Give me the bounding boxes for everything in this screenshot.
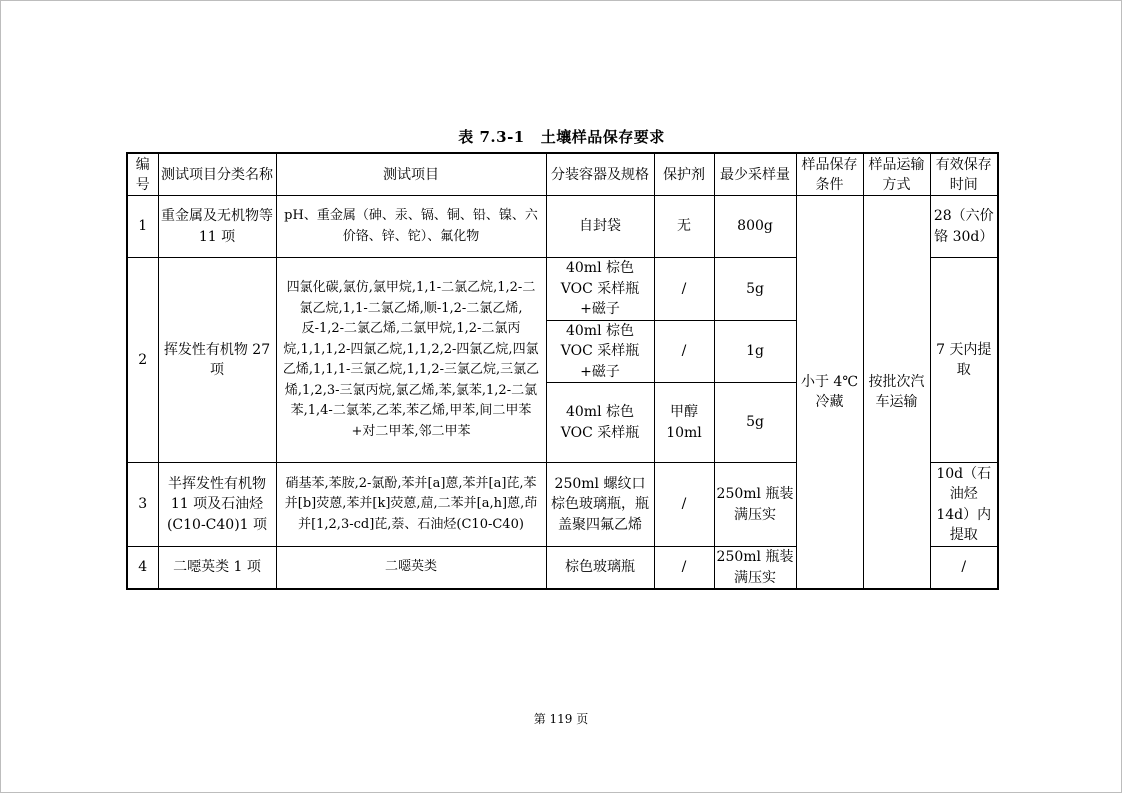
sample-preservation-table xyxy=(126,152,999,590)
row-holding-time: 28（六价铬 30d） xyxy=(930,196,998,258)
header-category: 测试项目分类名称 xyxy=(158,153,276,196)
row-min-amount: 1g xyxy=(714,320,796,383)
row-container: 40ml 棕色 VOC 采样瓶+磁子 xyxy=(546,320,654,383)
row-min-amount: 800g xyxy=(714,196,796,258)
header-condition: 样品保存条件 xyxy=(796,153,863,196)
row-container: 40ml 棕色 VOC 采样瓶 xyxy=(546,383,654,463)
row-container: 棕色玻璃瓶 xyxy=(546,547,654,590)
row-min-amount: 5g xyxy=(714,383,796,463)
row-container: 40ml 棕色 VOC 采样瓶+磁子 xyxy=(546,258,654,321)
table-row xyxy=(127,196,998,258)
row-category: 重金属及无机物等 11 项 xyxy=(158,196,276,258)
shared-transport: 按批次汽车运输 xyxy=(863,196,930,590)
row-min-amount: 5g xyxy=(714,258,796,321)
row-min-amount: 250ml 瓶装满压实 xyxy=(714,547,796,590)
header-items: 测试项目 xyxy=(276,153,546,196)
row-items: 二噁英类 xyxy=(276,547,546,590)
row-category: 二噁英类 1 项 xyxy=(158,547,276,590)
row-preservative: / xyxy=(654,258,714,321)
table-title xyxy=(126,126,997,147)
row-container: 250ml 螺纹口棕色玻璃瓶，瓶盖聚四氟乙烯 xyxy=(546,463,654,547)
row-no: 2 xyxy=(127,258,158,463)
shared-condition: 小于 4℃冷藏 xyxy=(796,196,863,590)
row-preservative: / xyxy=(654,463,714,547)
row-items: 硝基苯,苯胺,2-氯酚,苯并[a]蒽,苯并[a]芘,苯并[b]荧蒽,苯并[k]荧蒽,䓛,二苯并[a,h]蒽,茚并[1,2,3-cd]芘,萘、石油烃(C10-C40) xyxy=(276,463,546,547)
header-preservative: 保护剂 xyxy=(654,153,714,196)
header-row xyxy=(127,153,998,196)
page-number: 第 119 页 xyxy=(533,712,589,726)
table-number: 表 7.3-1 xyxy=(458,128,525,146)
row-category: 半挥发性有机物 11 项及石油烃(C10-C40)1 项 xyxy=(158,463,276,547)
row-container: 自封袋 xyxy=(546,196,654,258)
row-preservative: 甲醇 10ml xyxy=(654,383,714,463)
row-preservative: 无 xyxy=(654,196,714,258)
table-title-text: 土壤样品保存要求 xyxy=(540,128,665,146)
row-no: 4 xyxy=(127,547,158,590)
header-holding-time: 有效保存时间 xyxy=(930,153,998,196)
header-container: 分装容器及规格 xyxy=(546,153,654,196)
row-no: 1 xyxy=(127,196,158,258)
header-no: 编号 xyxy=(127,153,158,196)
row-category: 挥发性有机物 27 项 xyxy=(158,258,276,463)
row-min-amount: 250ml 瓶装满压实 xyxy=(714,463,796,547)
row-items: 四氯化碳,氯仿,氯甲烷,1,1-二氯乙烷,1,2-二氯乙烷,1,1-二氯乙烯,顺-1,2-二氯乙烯,反-1,2-二氯乙烯,二氯甲烷,1,2-二氯丙烷,1,1,1,2-四氯乙烷,1,1,2,2-四氯乙烷,四氯乙烯,1,1,1-三氯乙烷,1,1,2-三氯乙烷,三氯乙烯,1,2,3-三氯丙烷,氯乙烯,苯,氯苯,1,2-二氯苯,1,4-二氯苯,乙苯,苯乙烯,甲苯,间二甲苯+对二甲苯,邻二甲苯 xyxy=(276,258,546,463)
row-holding-time: / xyxy=(930,547,998,590)
row-holding-time: 7 天内提取 xyxy=(930,258,998,463)
row-items: pH、重金属（砷、汞、镉、铜、铅、镍、六价铬、锌、铊）、氟化物 xyxy=(276,196,546,258)
row-holding-time: 10d（石油烃 14d）内提取 xyxy=(930,463,998,547)
row-no: 3 xyxy=(127,463,158,547)
row-preservative: / xyxy=(654,320,714,383)
row-preservative: / xyxy=(654,547,714,590)
header-min-amount: 最少采样量 xyxy=(714,153,796,196)
header-transport: 样品运输方式 xyxy=(863,153,930,196)
